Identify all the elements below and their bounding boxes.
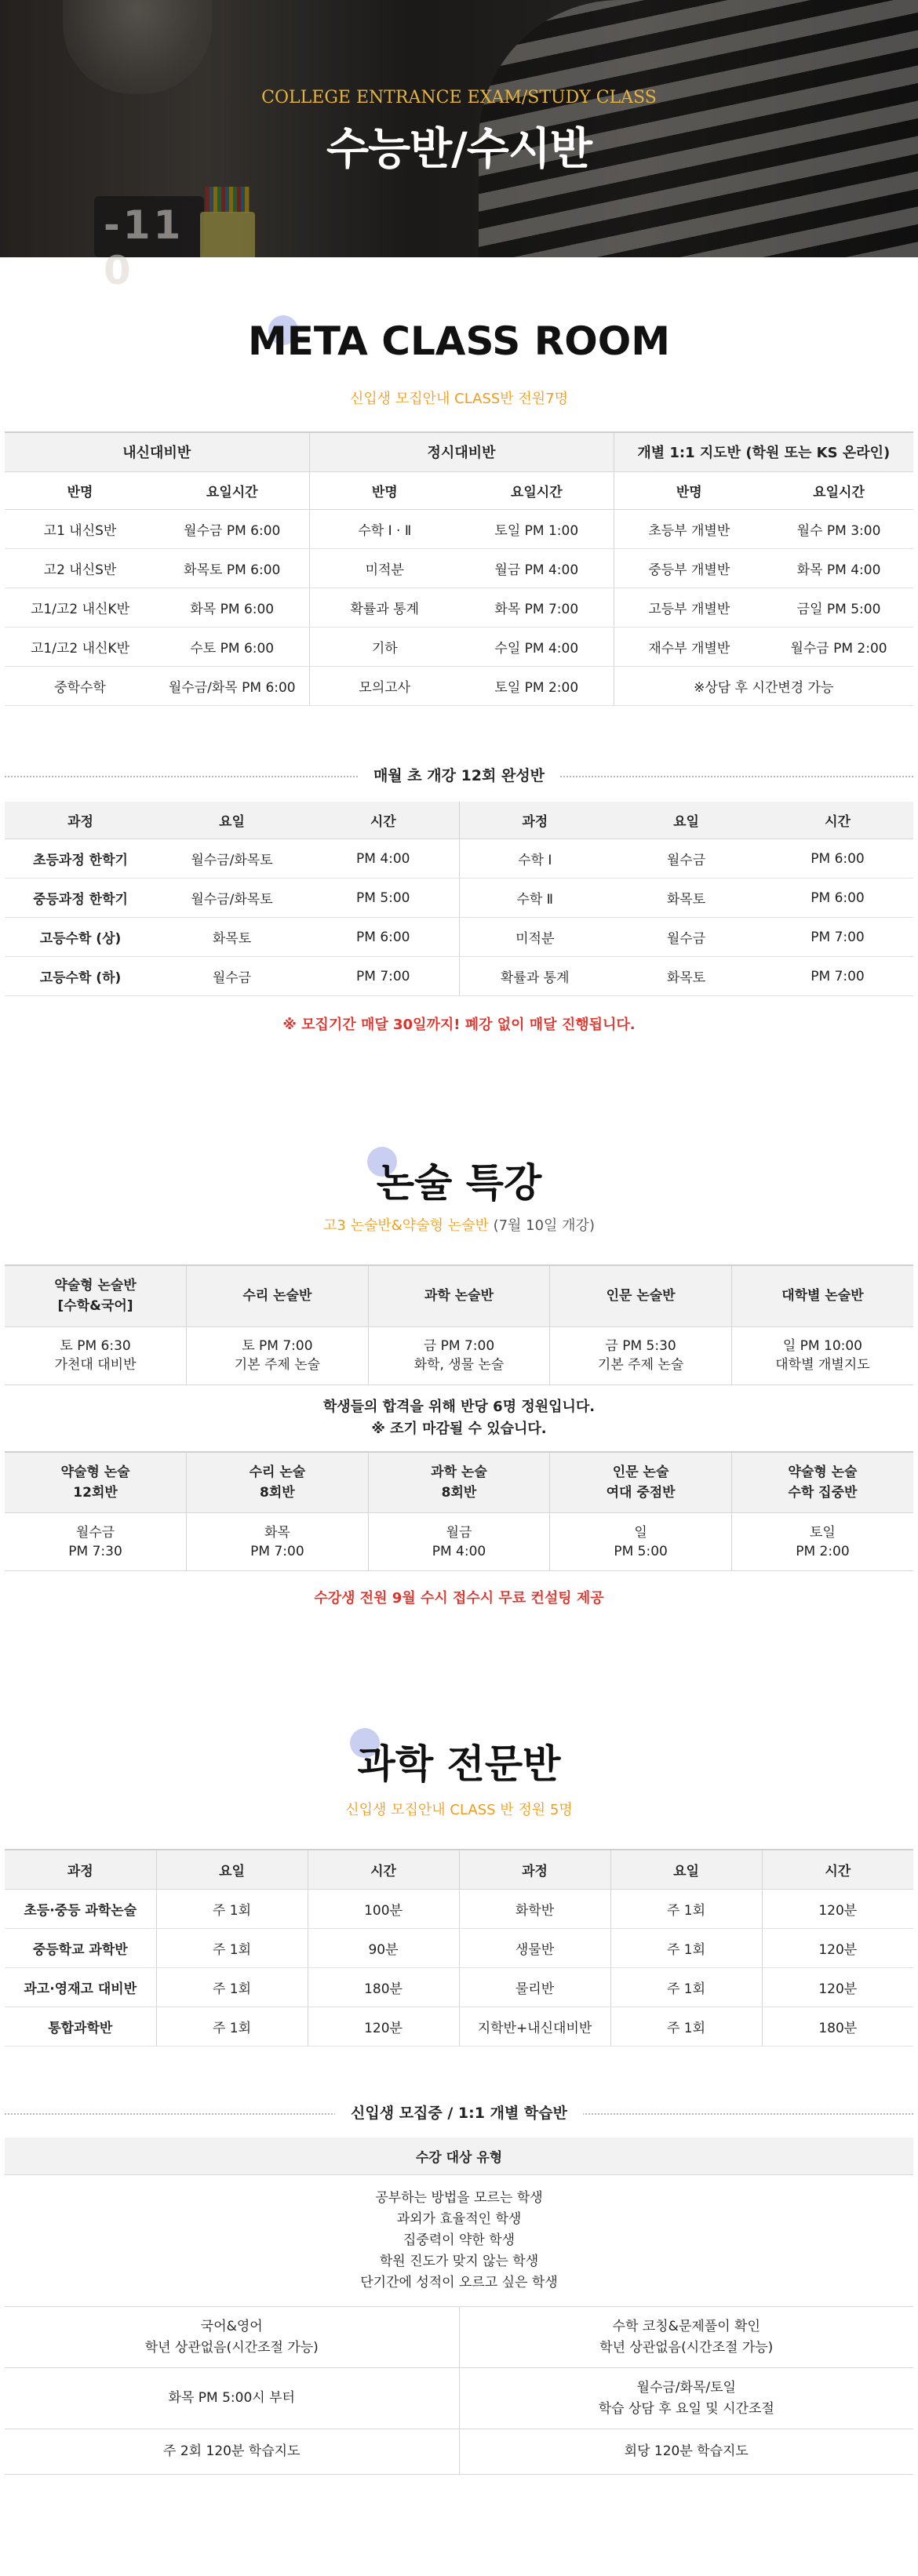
cell-line: 대학별 개별지도	[775, 1357, 870, 1373]
table-cell: PM 4:00	[308, 839, 459, 879]
header-line: 수리 논술	[249, 1464, 306, 1480]
column-header: 반명	[614, 471, 764, 509]
table-header-row	[5, 1265, 913, 1326]
hero-subtitle: COLLEGE ENTRANCE EXAM/STUDY CLASS	[261, 88, 657, 107]
table-cell	[5, 2307, 459, 2368]
cell-line: 화목 PM 5:00시 부터	[168, 2390, 295, 2406]
table-cell: 화목 PM 6:00	[155, 588, 309, 627]
meta-title-text: META CLASS ROOM	[248, 318, 670, 364]
table-cell	[731, 1326, 913, 1384]
table-cell	[731, 1513, 913, 1571]
table-row	[5, 1889, 913, 1928]
table-cell: 중학수학	[5, 666, 155, 705]
cell-line: PM 4:00	[432, 1543, 486, 1559]
column-header	[187, 1452, 369, 1513]
header-line: 약술형 논술반	[54, 1278, 137, 1294]
table-cell: 120분	[762, 1928, 913, 1967]
table-cell: 지학반+내신대비반	[459, 2007, 610, 2046]
header-line: 인문 논술	[612, 1464, 669, 1480]
column-header: 반명	[5, 471, 155, 509]
table-cell	[550, 1326, 732, 1384]
table-header-row	[5, 1452, 913, 1513]
cell-line: 수학 코칭&문제풀이 확인	[612, 2318, 760, 2334]
essay-table-1	[5, 1264, 913, 1385]
table-group-row	[5, 432, 913, 471]
table-cell: PM 5:00	[308, 879, 459, 918]
table-cell: 물리반	[459, 1967, 610, 2007]
table-row	[5, 839, 913, 879]
table-cell: 모의고사	[309, 666, 460, 705]
header-line: 대학별 논술반	[781, 1288, 864, 1304]
science-subtitle: 신입생 모집안내 CLASS 반 정원 5명	[345, 1802, 573, 1818]
cell-line: 기본 주제 논술	[597, 1357, 684, 1373]
table-cell: 월수금/화목토	[156, 839, 308, 879]
cell-line: 월금	[446, 1524, 472, 1541]
target-row	[5, 2175, 913, 2307]
column-header: 요일시간	[155, 471, 309, 509]
table-header-row	[5, 2138, 913, 2175]
header-line: 8회반	[260, 1484, 295, 1501]
table-cell: 통합과학반	[5, 2007, 156, 2046]
table-cell: PM 7:00	[762, 918, 913, 957]
science-title-text: 과학 전문반	[357, 1741, 561, 1787]
cell-line: PM 7:30	[68, 1543, 122, 1559]
hero-clock-text: -11 0	[104, 202, 184, 293]
table-row	[5, 2307, 913, 2368]
column-header: 요일시간	[764, 471, 913, 509]
table-cell: 화학반	[459, 1889, 610, 1928]
table-cell: 월수금 PM 6:00	[155, 509, 309, 548]
table-cell: 확률과 통계	[309, 588, 460, 627]
target-item: 과외가 효율적인 학생	[396, 2211, 522, 2227]
essay-section-title	[0, 1152, 918, 1206]
column-header: 과정	[459, 802, 610, 839]
table-cell: 토일 PM 1:00	[460, 509, 614, 548]
cell-line: PM 2:00	[796, 1543, 850, 1559]
table-row	[5, 2007, 913, 2046]
column-header: 과정	[5, 1850, 156, 1889]
table-cell: 주 1회	[610, 2007, 762, 2046]
column-header: 요일	[156, 1850, 308, 1889]
table-cell: 고등부 개별반	[614, 588, 764, 627]
individual-header	[5, 2101, 913, 2125]
essay-title-text: 논술 특강	[376, 1160, 542, 1206]
cell-line: 가천대 대비반	[54, 1357, 137, 1373]
table-cell: 화목토 PM 6:00	[155, 548, 309, 588]
table-cell: 중등과정 한학기	[5, 879, 156, 918]
header-line: [수학&국어]	[57, 1298, 133, 1315]
table-cell: 초등·중등 과학논술	[5, 1889, 156, 1928]
table-cell: 화목 PM 4:00	[764, 548, 913, 588]
meta-section-title	[0, 318, 918, 370]
table-row	[5, 509, 913, 548]
column-header: 수강 대상 유형	[5, 2138, 913, 2175]
meta-subtitle: 신입생 모집안내 CLASS반 전원7명	[349, 391, 569, 407]
table-cell: 주 1회	[156, 2007, 308, 2046]
table-cell: 120분	[308, 2007, 459, 2046]
table-cell: 금일 PM 5:00	[764, 588, 913, 627]
table-cell: 주 1회	[156, 1967, 308, 2007]
table-cell: 수학 Ⅰ · Ⅱ	[309, 509, 460, 548]
table-header-row	[5, 1850, 913, 1889]
table-cell: 고등수학 (상)	[5, 918, 156, 957]
science-table	[5, 1849, 913, 2047]
column-header: 요일	[156, 802, 308, 839]
column-header: 시간	[762, 802, 913, 839]
table-cell	[5, 2368, 459, 2429]
table-row	[5, 918, 913, 957]
monthly-table	[5, 802, 913, 997]
table-cell: 수토 PM 6:00	[155, 627, 309, 666]
table-row	[5, 548, 913, 588]
table-cell: 수학 Ⅱ	[459, 879, 610, 918]
header-line: 수학 집중반	[788, 1484, 858, 1501]
table-row	[5, 588, 913, 627]
column-header: 시간	[308, 1850, 459, 1889]
page-bottom-spacer	[0, 2475, 918, 2506]
table-cell: 월수금	[156, 957, 308, 996]
table-cell: 월수금	[610, 918, 762, 957]
cell-line: 학년 상관없음(시간조절 가능)	[599, 2339, 774, 2356]
header-line: 약술형 논술	[60, 1464, 130, 1480]
cell-line: 기본 주제 논술	[234, 1357, 321, 1373]
column-header	[731, 1265, 913, 1326]
column-header	[368, 1265, 550, 1326]
cell-line: 토 PM 6:30	[60, 1338, 131, 1354]
table-cell: 100분	[308, 1889, 459, 1928]
hero-banner	[0, 0, 918, 293]
column-header: 과정	[5, 802, 156, 839]
target-item: 공부하는 방법을 모르는 학생	[375, 2190, 543, 2206]
table-cell: 180분	[762, 2007, 913, 2046]
monthly-note: ※ 모집기간 매달 30일까지! 폐강 없이 매달 진행됩니다.	[282, 1017, 636, 1033]
cell-line: 화학, 생물 논술	[413, 1357, 505, 1373]
header-line: 약술형 논술	[788, 1464, 858, 1480]
essay-subtitle-date: (7월 10일 개강)	[488, 1217, 595, 1234]
table-row	[5, 879, 913, 918]
cell-line: 월수금/화목/토일	[636, 2379, 736, 2396]
table-row	[5, 2368, 913, 2429]
table-cell	[459, 2307, 913, 2368]
table-cell: 고1 내신S반	[5, 509, 155, 548]
header-line: 과학 논술	[431, 1464, 487, 1480]
essay-subtitle-highlight: 고3 논술반&약술형 논술반	[323, 1217, 489, 1234]
table-row	[5, 957, 913, 996]
column-header: 시간	[308, 802, 459, 839]
cell-line: 토일	[810, 1524, 836, 1541]
table-row	[5, 2429, 913, 2475]
table-cell: 주 1회	[610, 1928, 762, 1967]
column-header	[550, 1265, 732, 1326]
table-cell: 중등학교 과학반	[5, 1928, 156, 1967]
header-line: 수리 논술반	[242, 1288, 312, 1304]
header-line: 과학 논술반	[424, 1288, 494, 1304]
table-cell: 90분	[308, 1928, 459, 1967]
hero-title: 수능반/수시반	[326, 124, 592, 175]
table-cell: 수학 Ⅰ	[459, 839, 610, 879]
table-cell: 기하	[309, 627, 460, 666]
header-line: 12회반	[73, 1484, 118, 1501]
column-header: 요일	[610, 1850, 762, 1889]
column-header: 반명	[309, 471, 460, 509]
target-item: 집중력이 약한 학생	[403, 2232, 515, 2248]
note-line: ※ 조기 마감될 수 있습니다.	[371, 1420, 547, 1437]
individual-table	[5, 2138, 913, 2476]
monthly-header-label: 매월 초 개강 12회 완성반	[358, 764, 560, 785]
table-cell	[368, 1326, 550, 1384]
table-cell	[459, 2368, 913, 2429]
table-cell: 120분	[762, 1889, 913, 1928]
table-cell: 주 1회	[610, 1967, 762, 2007]
cell-line: 일 PM 10:00	[782, 1338, 862, 1354]
essay-consulting-note: 수강생 전원 9월 수시 접수시 무료 컨설팅 제공	[314, 1590, 604, 1606]
header-line: 여대 중점반	[606, 1484, 676, 1501]
column-header: 시간	[762, 1850, 913, 1889]
target-item: 단기간에 성적이 오르고 싶은 학생	[360, 2275, 558, 2290]
target-item: 학원 진도가 맞지 않는 학생	[379, 2254, 539, 2269]
table-row	[5, 666, 913, 705]
table-cell: 토일 PM 2:00	[460, 666, 614, 705]
table-cell: 확률과 통계	[459, 957, 610, 996]
table-cell: PM 7:00	[308, 957, 459, 996]
column-header: 요일시간	[460, 471, 614, 509]
table-cell: 주 1회	[156, 1889, 308, 1928]
consultation-note: ※상담 후 시간변경 가능	[614, 666, 913, 705]
cell-line: 월수금	[75, 1524, 115, 1541]
cell-line: PM 5:00	[614, 1543, 668, 1559]
table-cell: 고등수학 (하)	[5, 957, 156, 996]
table-cell	[187, 1326, 369, 1384]
note-line: 학생들의 합격을 위해 반당 6명 정원입니다.	[322, 1398, 596, 1415]
table-header-row	[5, 471, 913, 509]
monthly-header	[5, 764, 913, 788]
table-cell: 수일 PM 4:00	[460, 627, 614, 666]
table-cell	[5, 1513, 187, 1571]
table-cell: 주 1회	[610, 1889, 762, 1928]
table-cell: 초등과정 한학기	[5, 839, 156, 879]
cell-line: 학습 상담 후 요일 및 시간조절	[598, 2400, 774, 2417]
column-header	[368, 1452, 550, 1513]
table-cell	[5, 1326, 187, 1384]
table-cell: 고2 내신S반	[5, 548, 155, 588]
column-header	[187, 1265, 369, 1326]
table-row	[5, 627, 913, 666]
group-header-naesin: 내신대비반	[5, 432, 309, 471]
table-cell: 재수부 개별반	[614, 627, 764, 666]
column-header: 과정	[459, 1850, 610, 1889]
column-header	[550, 1452, 732, 1513]
header-line: 8회반	[441, 1484, 477, 1501]
cell-line: 주 2회 120분 학습지도	[163, 2443, 301, 2459]
table-cell: PM 6:00	[762, 879, 913, 918]
cell-line: 화목	[264, 1524, 290, 1541]
cell-line: 토 PM 7:00	[242, 1338, 313, 1354]
table-cell: 화목토	[610, 957, 762, 996]
table-cell: 월수금 PM 2:00	[764, 627, 913, 666]
table-cell: 생물반	[459, 1928, 610, 1967]
table-cell: 중등부 개별반	[614, 548, 764, 588]
table-cell: 주 1회	[156, 1928, 308, 1967]
essay-capacity-note	[0, 1396, 918, 1440]
table-cell: 초등부 개별반	[614, 509, 764, 548]
essay-subtitle	[0, 1214, 918, 1235]
table-cell: 미적분	[459, 918, 610, 957]
table-cell: 180분	[308, 1967, 459, 2007]
meta-class-table	[5, 431, 913, 706]
table-cell: 과고·영재고 대비반	[5, 1967, 156, 2007]
essay-table-2	[5, 1451, 913, 1572]
header-line: 인문 논술반	[606, 1288, 676, 1304]
column-header	[5, 1265, 187, 1326]
individual-header-label: 신입생 모집중 / 1:1 개별 학습반	[335, 2101, 583, 2123]
column-header	[5, 1452, 187, 1513]
table-cell	[459, 2429, 913, 2475]
table-cell: PM 7:00	[762, 957, 913, 996]
cell-line: 일	[634, 1524, 647, 1541]
table-cell: 월수금/화목 PM 6:00	[155, 666, 309, 705]
table-cell	[368, 1513, 550, 1571]
cell-line: PM 7:00	[250, 1543, 304, 1559]
group-header-jeongsi: 정시대비반	[309, 432, 614, 471]
cell-line: 국어&영어	[200, 2318, 263, 2334]
target-list	[5, 2175, 913, 2307]
column-header	[731, 1452, 913, 1513]
table-cell: 월금 PM 4:00	[460, 548, 614, 588]
table-cell: 고1/고2 내신K반	[5, 588, 155, 627]
science-section-title	[0, 1733, 918, 1785]
table-header-row	[5, 802, 913, 839]
column-header: 요일	[610, 802, 762, 839]
table-cell: 월수 PM 3:00	[764, 509, 913, 548]
table-cell: PM 6:00	[762, 839, 913, 879]
cell-line: 금 PM 7:00	[423, 1338, 495, 1354]
group-header-individual: 개별 1:1 지도반 (학원 또는 KS 온라인)	[614, 432, 913, 471]
table-cell	[550, 1513, 732, 1571]
table-row	[5, 1967, 913, 2007]
table-cell	[5, 2429, 459, 2475]
table-cell: 월수금	[610, 839, 762, 879]
cell-line: 학년 상관없음(시간조절 가능)	[144, 2339, 319, 2356]
table-cell: 화목 PM 7:00	[460, 588, 614, 627]
table-cell: 화목토	[156, 918, 308, 957]
table-row	[5, 1513, 913, 1571]
cell-line: 금 PM 5:30	[605, 1338, 676, 1354]
cell-line: 회당 120분 학습지도	[624, 2443, 749, 2459]
table-cell	[187, 1513, 369, 1571]
table-cell: 화목토	[610, 879, 762, 918]
table-row	[5, 1326, 913, 1384]
table-row	[5, 1928, 913, 1967]
table-cell: 고1/고2 내신K반	[5, 627, 155, 666]
table-cell: PM 6:00	[308, 918, 459, 957]
table-cell: 120분	[762, 1967, 913, 2007]
table-cell: 월수금/화목토	[156, 879, 308, 918]
table-cell: 미적분	[309, 548, 460, 588]
